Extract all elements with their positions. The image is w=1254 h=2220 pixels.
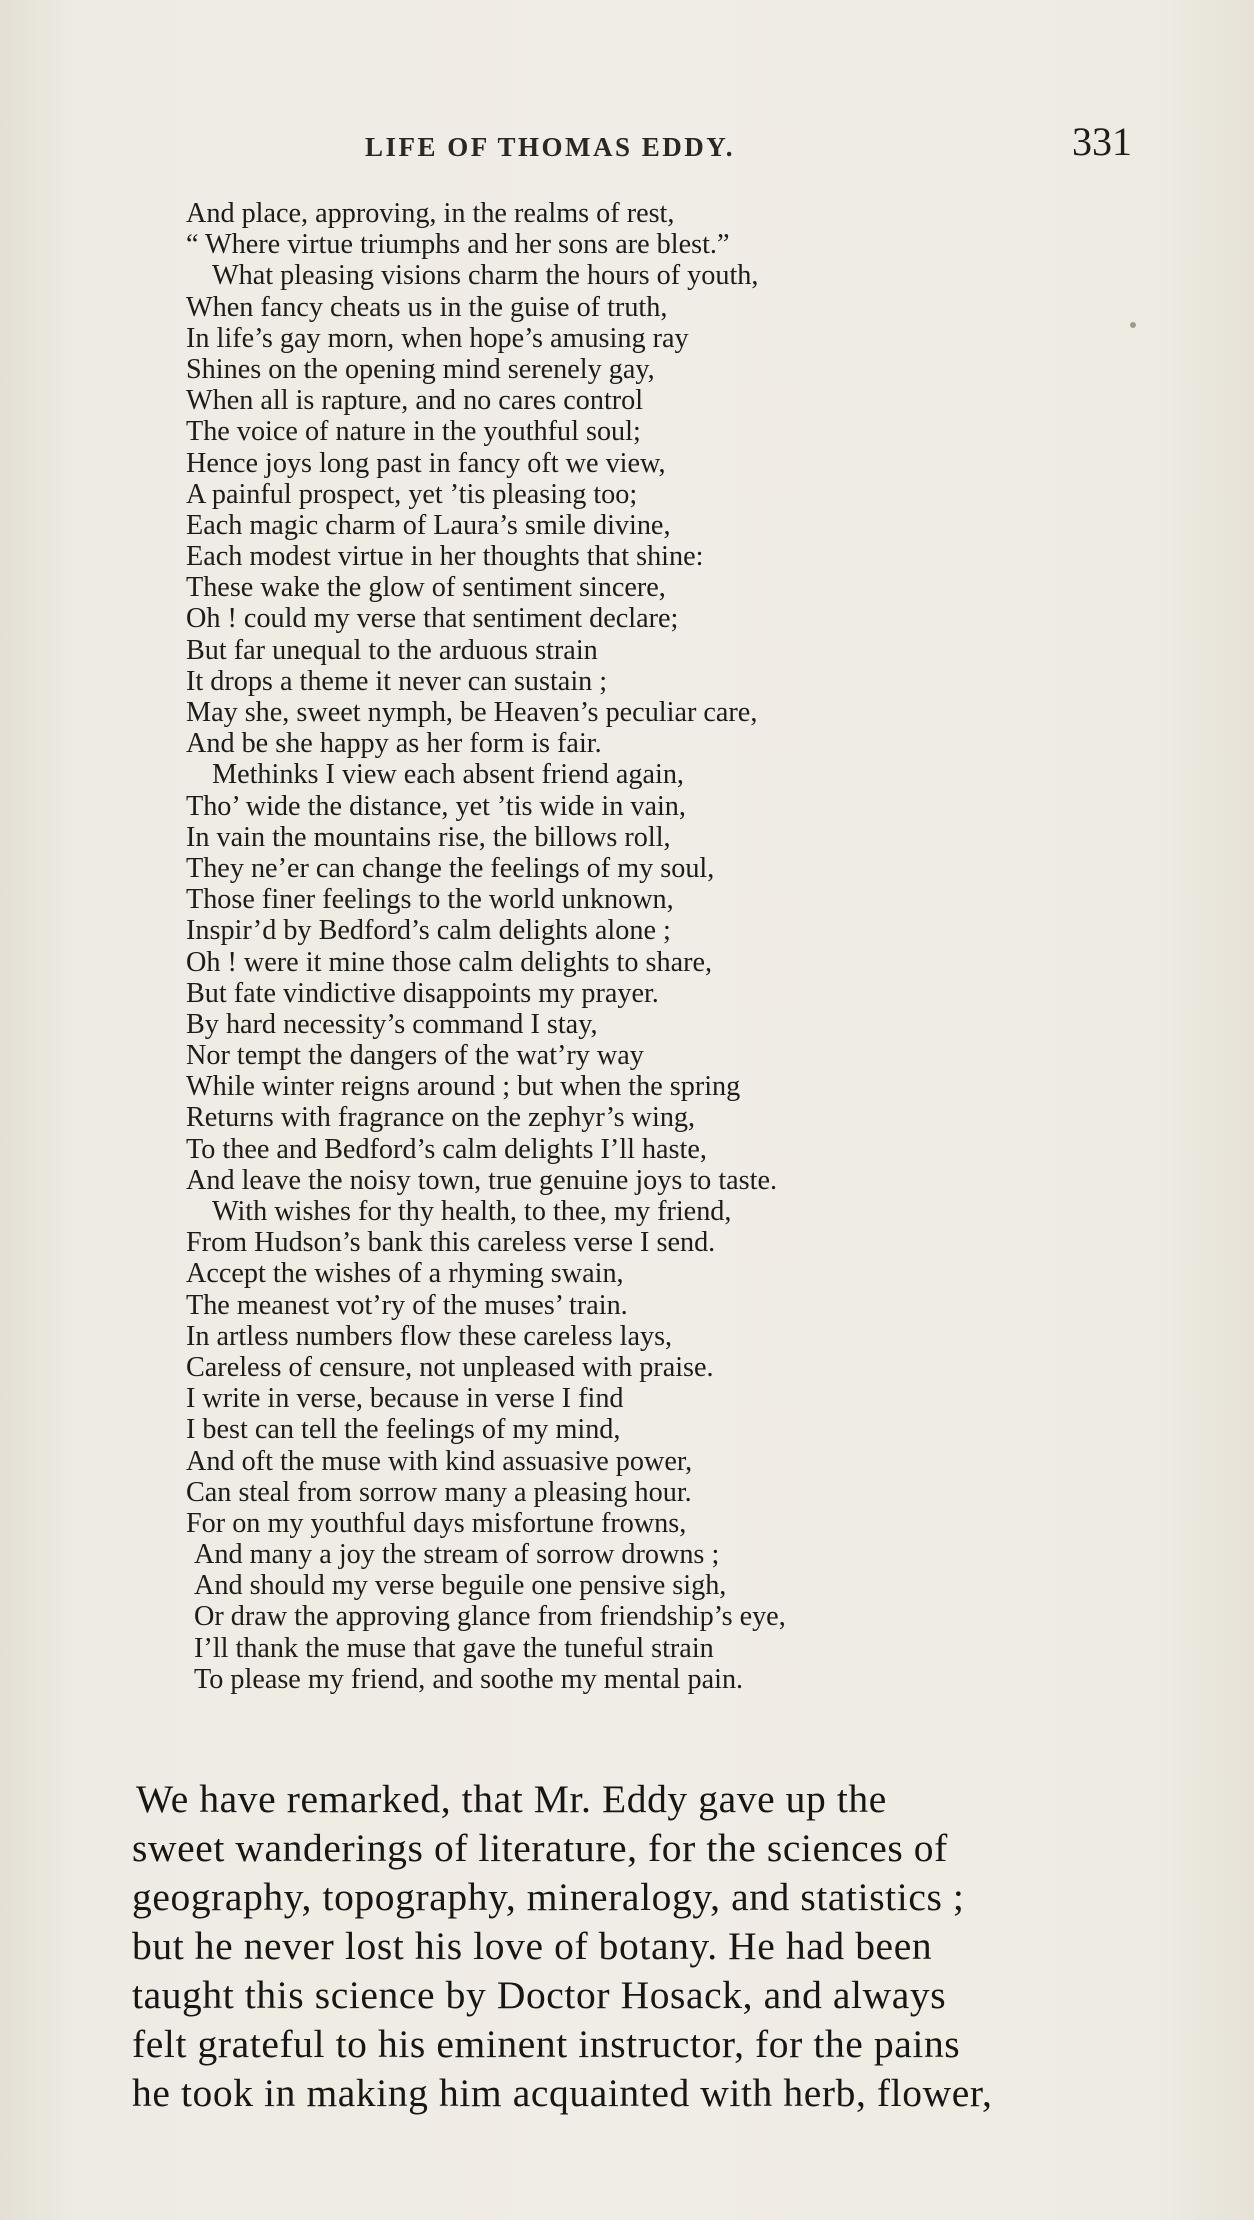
poem-line: Inspir’d by Bedford’s calm delights alone ; xyxy=(186,915,671,947)
poem-line: Accept the wishes of a rhyming swain, xyxy=(186,1258,624,1290)
prose-line: sweet wanderings of literature, for the sciences of xyxy=(132,1826,948,1870)
poem-line: And place, approving, in the realms of rest, xyxy=(186,198,675,229)
poem-line: And should my verse beguile one pensive sigh, xyxy=(194,1570,727,1602)
poem-line: The meanest vot’ry of the muses’ train. xyxy=(186,1289,628,1321)
poem-line: With wishes for thy health, to thee, my friend, xyxy=(212,1196,732,1227)
poem-line: In artless numbers flow these careless lays, xyxy=(186,1320,673,1352)
poem-line: “ Where virtue triumphs and her sons are blest.” xyxy=(186,229,730,261)
poem-line: By hard necessity’s command I stay, xyxy=(186,1008,598,1040)
prose-line: he took in making him acquainted with herb, flower, xyxy=(132,2071,993,2115)
prose-line: felt grateful to his eminent instructor, for the pains xyxy=(132,2022,961,2066)
poem-line: Each modest virtue in her thoughts that shine: xyxy=(186,541,704,573)
poem-line: These wake the glow of sentiment sincere, xyxy=(186,572,666,604)
poem-line: Careless of censure, not unpleased with praise. xyxy=(186,1351,714,1383)
prose-line: geography, topography, mineralogy, and statistics ; xyxy=(132,1875,965,1919)
poem-line: And be she happy as her form is fair. xyxy=(186,728,602,760)
poem-line: In vain the mountains rise, the billows roll, xyxy=(186,821,671,853)
poem-line: To please my friend, and soothe my mental pain. xyxy=(194,1663,744,1695)
poem-line: In life’s gay morn, when hope’s amusing ray xyxy=(186,322,689,354)
poem-line: Tho’ wide the distance, yet ’tis wide in vain, xyxy=(186,790,686,822)
poem-line: Can steal from sorrow many a pleasing hour. xyxy=(186,1476,692,1508)
poem-line: But fate vindictive disappoints my prayer. xyxy=(186,977,659,1009)
poem-line: From Hudson’s bank this careless verse I send. xyxy=(186,1227,716,1259)
poem-line: Nor tempt the dangers of the wat’ry way xyxy=(186,1040,644,1072)
prose-line: taught this science by Doctor Hosack, and always xyxy=(132,1973,947,2017)
poem-line: Oh ! were it mine those calm delights to share, xyxy=(186,946,713,978)
poem-line: To thee and Bedford’s calm delights I’ll haste, xyxy=(186,1133,707,1165)
poem-line: For on my youthful days misfortune frowns, xyxy=(186,1507,687,1539)
poem-line: While winter reigns around ; but when the spring xyxy=(186,1071,741,1103)
prose-line: but he never lost his love of botany. He had been xyxy=(132,1924,933,1968)
prose-line: We have remarked, that Mr. Eddy gave up the xyxy=(136,1777,887,1821)
poem-block xyxy=(186,198,966,1695)
poem-line: A painful prospect, yet ’tis pleasing too; xyxy=(186,478,638,510)
poem-line: What pleasing visions charm the hours of youth, xyxy=(212,260,759,292)
poem-line: But far unequal to the arduous strain xyxy=(186,634,598,666)
poem-line: Returns with fragrance on the zephyr’s wing, xyxy=(186,1102,696,1134)
poem-line: Oh ! could my verse that sentiment declare; xyxy=(186,603,679,635)
poem-line: I’ll thank the muse that gave the tuneful strain xyxy=(194,1632,714,1664)
poem-line: Each magic charm of Laura’s smile divine, xyxy=(186,509,671,541)
running-head: LIFE OF THOMAS EDDY. xyxy=(365,132,736,162)
poem-line: It drops a theme it never can sustain ; xyxy=(186,665,608,697)
prose-paragraph xyxy=(132,1775,1152,2118)
poem-line: And many a joy the stream of sorrow drowns ; xyxy=(194,1539,720,1571)
poem-line: May she, sweet nymph, be Heaven’s peculiar care, xyxy=(186,697,758,728)
poem-line: Hence joys long past in fancy oft we view, xyxy=(186,447,666,479)
poem-line: And leave the noisy town, true genuine joys to taste. xyxy=(186,1164,778,1196)
poem-line: I write in verse, because in verse I find xyxy=(186,1383,624,1415)
poem-line: Shines on the opening mind serenely gay, xyxy=(186,353,655,385)
paper-spot xyxy=(1130,322,1136,328)
poem-line: And oft the muse with kind assuasive power, xyxy=(186,1445,693,1477)
poem-line: I best can tell the feelings of my mind, xyxy=(186,1414,621,1446)
poem-line: When fancy cheats us in the guise of truth, xyxy=(186,291,668,323)
poem-line: The voice of nature in the youthful soul; xyxy=(186,416,641,448)
page-number: 331 xyxy=(1072,119,1132,164)
show-through-text xyxy=(974,200,1254,1730)
poem-line: They ne’er can change the feelings of my soul, xyxy=(186,852,715,884)
poem-line: Those finer feelings to the world unknown, xyxy=(186,884,674,916)
page-header xyxy=(0,118,1254,168)
poem-line: Or draw the approving glance from friendship’s eye, xyxy=(194,1601,786,1633)
poem-line: Methinks I view each absent friend again, xyxy=(212,759,684,791)
poem-line: When all is rapture, and no cares control xyxy=(186,385,644,417)
